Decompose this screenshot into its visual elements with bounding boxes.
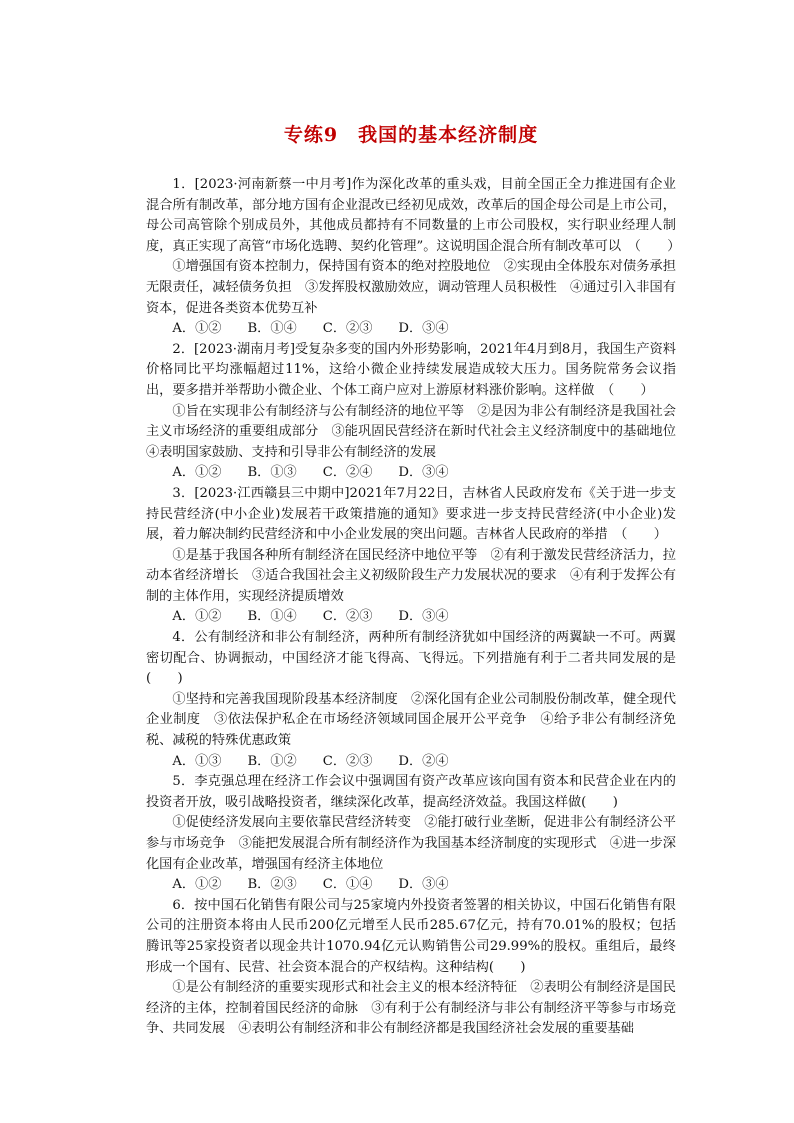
question-statements: ①旨在实现非公有制经济与公有制经济的地位平等 ②是因为非公有制经济是我国社会主义市场经济的重要组成部分 ③能巩固民营经济在新时代社会主义经济制度中的基础地位 ④表明国家鼓励、支持和引导非公有制经济的发展 [146, 403, 690, 460]
option-c: C．②③ [322, 753, 373, 769]
question-5 [146, 772, 676, 896]
question-stem: 5．李克强总理在经济工作会议中强调国有资产改革应该向国有资本和民营企业在内的投资者开放，吸引战略投资者，继续深化改革，提高经济效益。我国这样做( ) [146, 774, 676, 810]
question-statements: ①坚持和完善我国现阶段基本经济制度 ②深化国有企业公司制股份制改革，健全现代企业制度 ③依法保护私企在市场经济领域同国企展开公平竞争 ④给予非公有制经济免税、减税的特殊优惠政策 [146, 691, 676, 749]
question-statements: ①增强国有资本控制力，保持国有资本的绝对控股地位 ②实现由全体股东对债务承担无限责任，减轻债务负担 ③发挥股权激励效应，调动管理人员积极性 ④通过引入非国有资本，促进各类资本优势互补 [146, 259, 676, 316]
answer-options [146, 319, 676, 340]
question-1 [146, 175, 681, 340]
question-stem: 6．按中国石化销售有限公司与25家境内外投资者签署的相关协议，中国石化销售有限公司的注册资本将由人民币200亿元增至人民币285.67亿元，持有70.01%的股权；包括腾讯等25家投资者以现金共计1070.94亿元认购销售公司29.99%的股权。重组后，最终形成一个国有、民营、社会资本混合的产权结构。这种结构( ) [146, 897, 676, 975]
option-c: C．②④ [322, 465, 373, 481]
option-a: A．①② [172, 609, 222, 625]
question-6 [146, 896, 676, 1040]
question-stem: 2．[2023·湖南月考]受复杂多变的国内外形势影响，2021年4月到8月，我国生产资料价格同比平均涨幅超过11%，这给小微企业持续发展造成较大压力。国务院常务会议指出，要多措并举帮助小微企业、个体工商户应对上游原材料涨价影响。这样做 （ ） [146, 341, 676, 398]
option-d: D．③④ [398, 465, 449, 481]
answer-options [146, 463, 676, 484]
question-4 [146, 628, 676, 772]
option-b: B．①③ [247, 465, 297, 481]
option-d: D．③④ [398, 877, 449, 893]
question-stem: 1．[2023·河南新蔡一中月考]作为深化改革的重头戏，目前全国正全力推进国有企业混合所有制改革，部分地方国有企业混改已经初见成效，改革后的国企母公司是上市公司，母公司高管除个别成员外，其他成员都持有不同数量的上市公司股权，实行职业经理人制度，真正实现了高管“市场化选聘、契约化管理”。这说明国企混合所有制改革可以 （ ） [146, 177, 681, 254]
question-statements: ①促使经济发展向主要依靠民营经济转变 ②能打破行业垄断，促进非公有制经济公平参与市场竞争 ③能把发展混合所有制经济作为我国基本经济制度的实现形式 ④进一步深化国有企业改革，增强国有经济主体地位 [146, 815, 676, 872]
option-d: D．③④ [398, 321, 449, 337]
question-3 [146, 484, 676, 628]
page-title: 专练9 我国的基本经济制度 [283, 124, 539, 146]
option-b: B．①④ [247, 321, 297, 337]
option-d: D．③④ [398, 609, 449, 625]
answer-options [146, 752, 676, 773]
option-a: A．①② [172, 877, 222, 893]
question-stem: 3．[2023·江西赣县三中期中]2021年7月22日，吉林省人民政府发布《关于进一步支持民营经济(中小企业)发展若干政策措施的通知》要求进一步支持民营经济(中小企业)发展，着力解决制约民营经济和中小企业发展的突出问题。吉林省人民政府的举措 （ ） [146, 485, 676, 543]
option-b: B．②③ [247, 877, 297, 893]
option-a: A．①② [172, 465, 222, 481]
option-c: C．②③ [322, 321, 373, 337]
option-c: C．②③ [322, 609, 373, 625]
option-a: A．①② [172, 321, 222, 337]
answer-options [146, 607, 676, 628]
question-2 [146, 340, 690, 484]
question-statements: ①是公有制经济的重要实现形式和社会主义的根本经济特征 ②表明公有制经济是国民经济的主体，控制着国民经济的命脉 ③有利于公有制经济与非公有制经济平等参与市场竞争、共同发展 ④表明公有制经济和非公有制经济都是我国经济社会发展的重要基础 [146, 980, 676, 1037]
answer-options [146, 875, 676, 896]
question-stem: 4．公有制经济和非公有制经济，两种所有制经济犹如中国经济的两翼缺一不可。两翼密切配合、协调振动，中国经济才能飞得高、飞得远。下列措施有利于二者共同发展的是( ) [146, 630, 676, 687]
option-d: D．②④ [398, 753, 449, 769]
option-b: B．①② [247, 753, 297, 769]
question-statements: ①是基于我国各种所有制经济在国民经济中地位平等 ②有利于激发民营经济活力，拉动本省经济增长 ③适合我国社会主义初级阶段生产力发展状况的要求 ④有利于发挥公有制的主体作用，实现经济提质增效 [146, 547, 676, 604]
option-c: C．①④ [322, 877, 373, 893]
option-a: A．①③ [172, 753, 222, 769]
option-b: B．①④ [247, 609, 297, 625]
document-page [146, 120, 690, 1040]
